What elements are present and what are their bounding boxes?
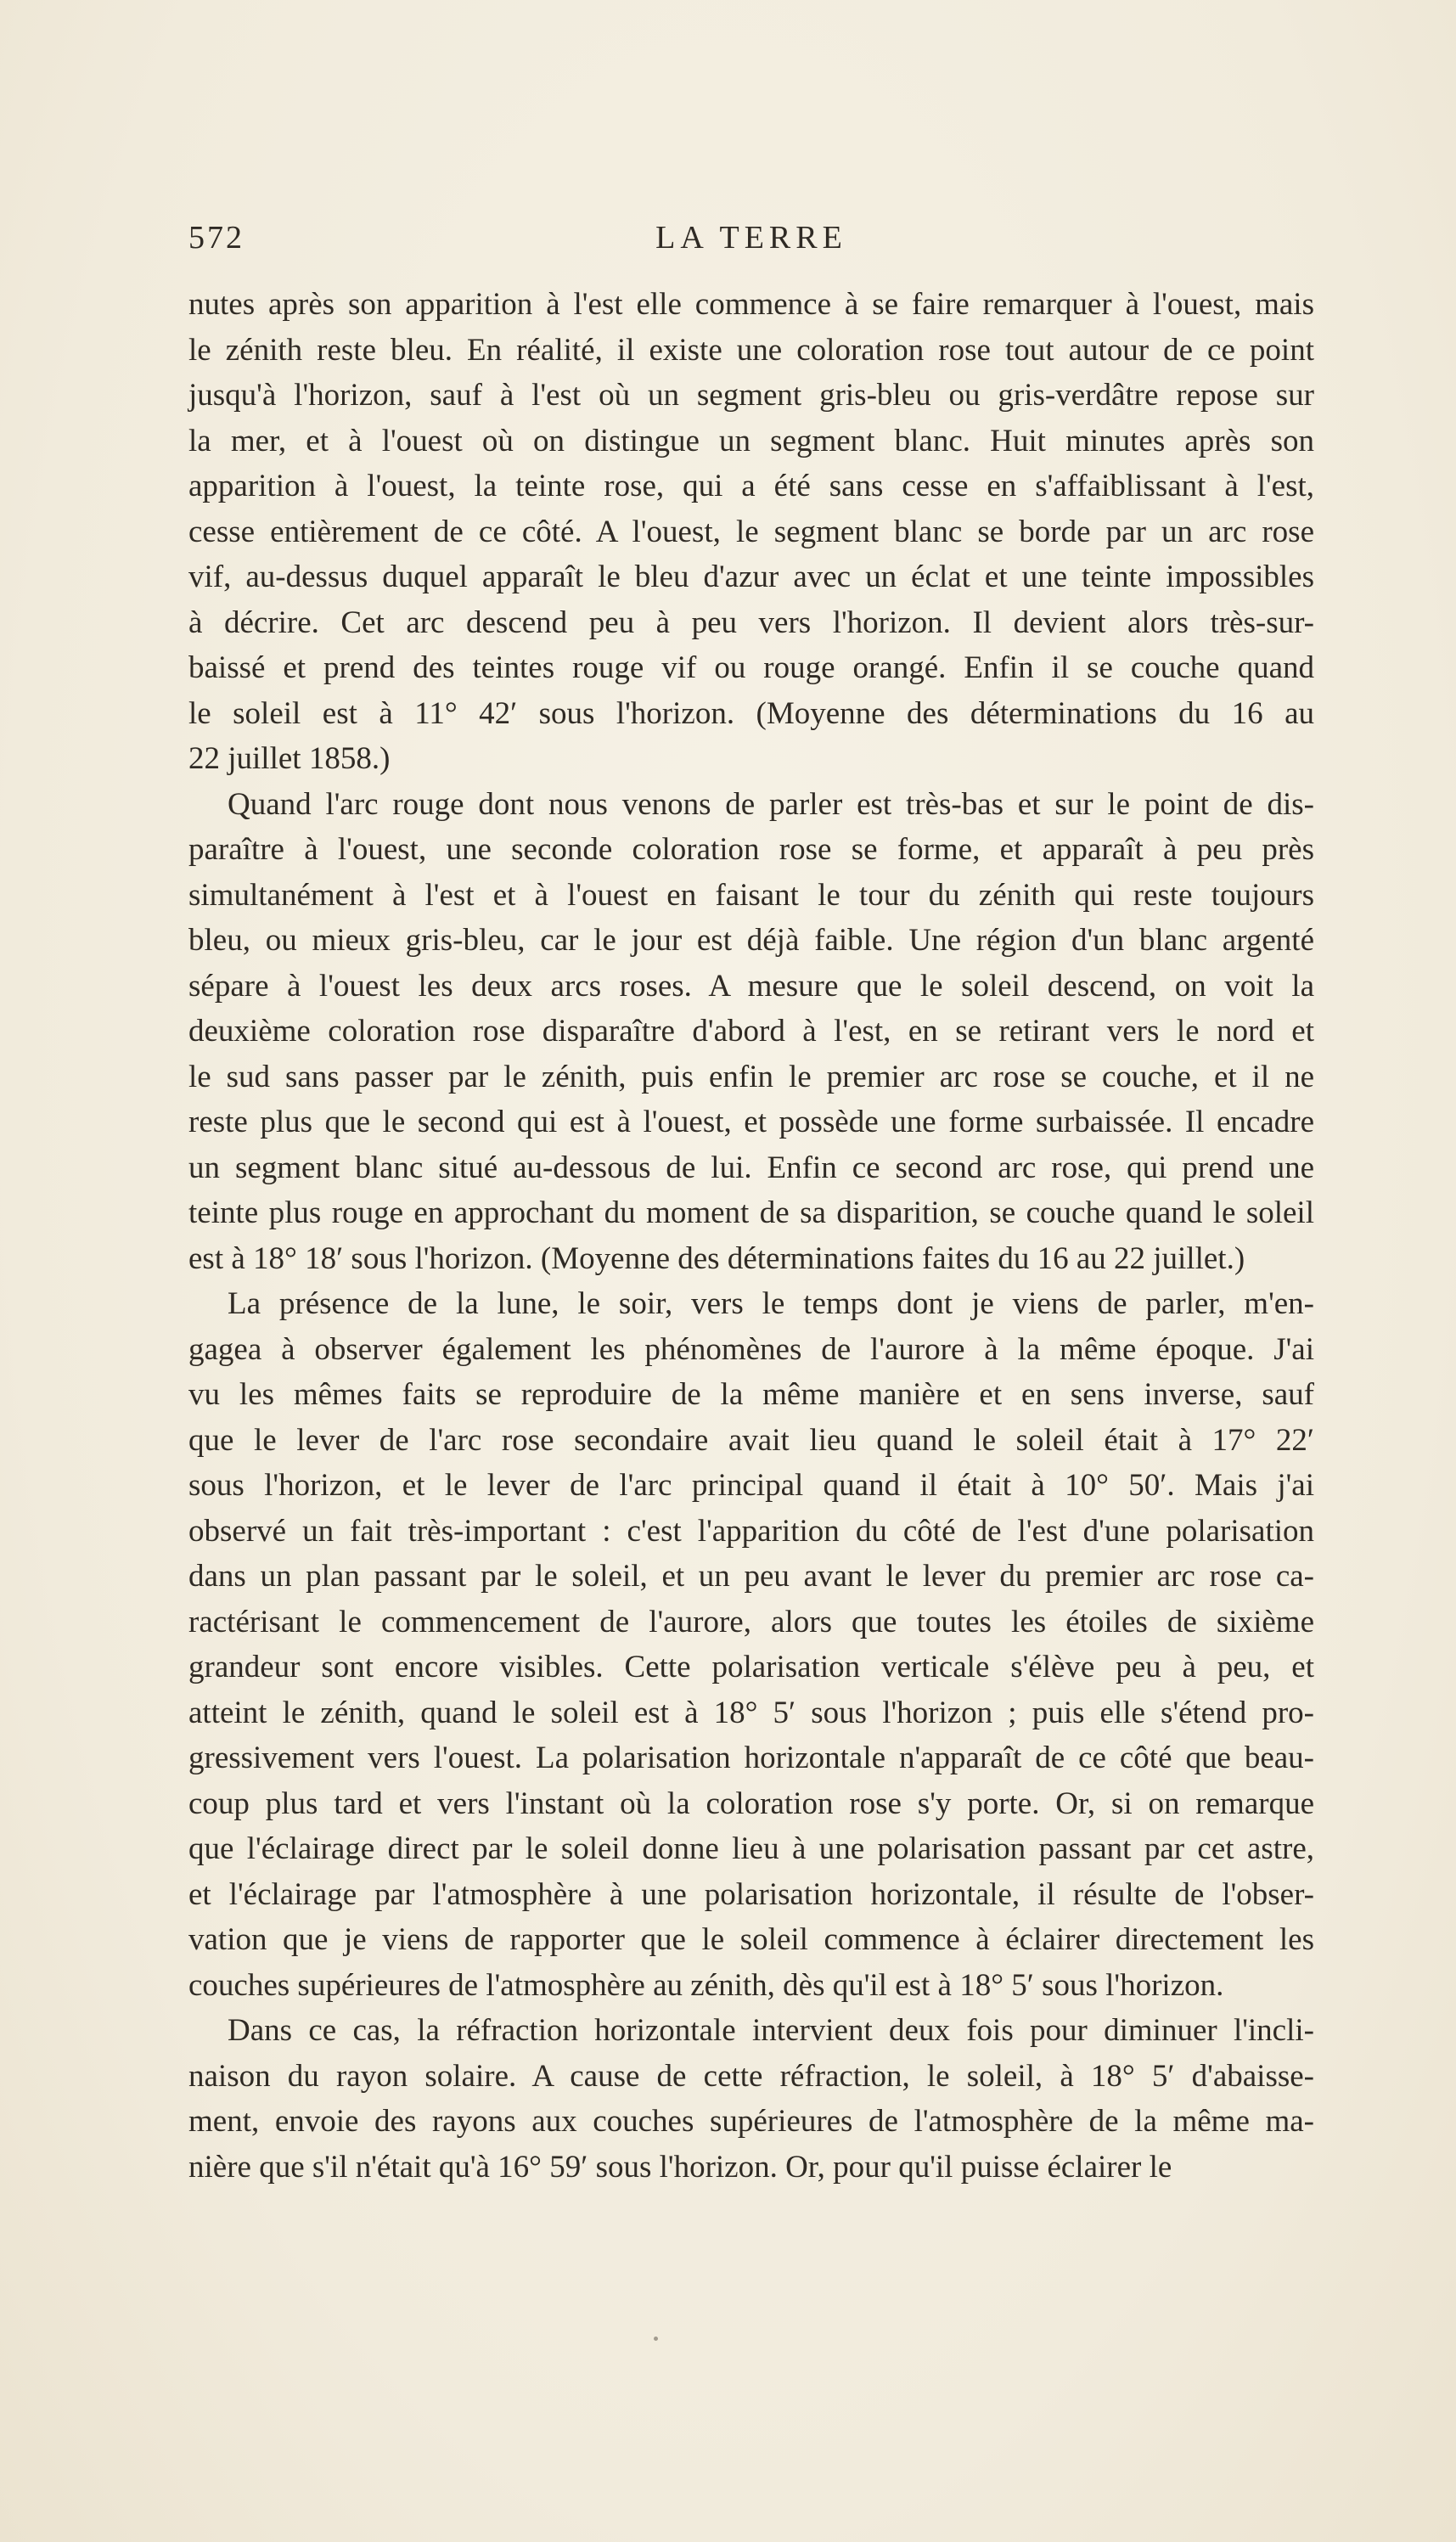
running-title: LA TERRE: [655, 220, 847, 256]
text-line: teinte plus rouge en approchant du moment de sa disparition, se couche quand le soleil: [188, 1195, 1314, 1230]
text-line: dans un plan passant par le soleil, et un peu avant le lever du premier arc rose ca-: [188, 1559, 1314, 1594]
text-line: vif, au-dessus duquel apparaît le bleu d'azur avec un éclat et une teinte impossibles: [188, 560, 1314, 594]
text-line: 22 juillet 1858.): [188, 741, 391, 776]
text-line: que l'éclairage direct par le soleil donne lieu à une polarisation passant par cet astre,: [188, 1831, 1314, 1866]
text-line: simultanément à l'est et à l'ouest en faisant le tour du zénith qui reste toujours: [188, 877, 1314, 913]
text-line: gressivement vers l'ouest. La polarisation horizontale n'apparaît de ce côté que beau-: [188, 1741, 1314, 1775]
paragraph: [188, 782, 1314, 1282]
text-line: le sud sans passer par le zénith, puis enfin le premier arc rose se couche, et il ne: [188, 1059, 1314, 1094]
text-line: Dans ce cas, la réfraction horizontale intervient deux fois pour diminuer l'incli-: [228, 2013, 1314, 2048]
running-header: [188, 219, 1314, 256]
text-line: nière que s'il n'était qu'à 16° 59′ sous l'horizon. Or, pour qu'il puisse éclairer le: [188, 2149, 1172, 2185]
paragraph: [188, 1281, 1314, 2008]
text-line: à décrire. Cet arc descend peu à peu vers l'horizon. Il devient alors très-sur-: [188, 605, 1314, 640]
paragraph: [188, 2008, 1314, 2190]
paragraph: [188, 282, 1314, 782]
text-line: vu les mêmes faits se reproduire de la même manière et en sens inverse, sauf: [188, 1377, 1314, 1412]
page-number: 572: [188, 220, 245, 256]
text-line: baissé et prend des teintes rouge vif ou rouge orangé. Enfin il se couche quand: [188, 650, 1314, 685]
text-line: naison du rayon solaire. A cause de cette réfraction, le soleil, à 18° 5′ d'abaisse-: [188, 2058, 1314, 2094]
text-line: grandeur sont encore visibles. Cette polarisation verticale s'élève peu à peu, et: [188, 1650, 1314, 1684]
text-line: gagea à observer également les phénomènes de l'aurore à la même époque. J'ai: [188, 1331, 1314, 1367]
text-line: nutes après son apparition à l'est elle commence à se faire remarquer à l'ouest, mais: [188, 287, 1314, 322]
text-line: sépare à l'ouest les deux arcs roses. A mesure que le soleil descend, on voit la: [188, 968, 1314, 1004]
text-line: jusqu'à l'horizon, sauf à l'est où un segment gris-bleu ou gris-verdâtre repose sur: [188, 378, 1314, 413]
text-line: un segment blanc situé au-dessous de lui. Enfin ce second arc rose, qui prend une: [188, 1150, 1314, 1185]
text-line: le zénith reste bleu. En réalité, il existe une coloration rose tout autour de ce point: [188, 332, 1314, 368]
text-line: le soleil est à 11° 42′ sous l'horizon. (Moyenne des déterminations du 16 au: [188, 695, 1314, 731]
text-line: vation que je viens de rapporter que le soleil commence à éclairer directement les: [188, 1922, 1314, 1957]
text-line: cesse entièrement de ce côté. A l'ouest, le segment blanc se borde par un arc rose: [188, 514, 1314, 549]
text-line: que le lever de l'arc rose secondaire avait lieu quand le soleil était à 17° 22′: [188, 1422, 1314, 1458]
text-line: la mer, et à l'ouest où on distingue un segment blanc. Huit minutes après son: [188, 423, 1314, 458]
text-line: bleu, ou mieux gris-bleu, car le jour est déjà faible. Une région d'un blanc argenté: [188, 923, 1314, 958]
text-line: est à 18° 18′ sous l'horizon. (Moyenne des déterminations faites du 16 au 22 juillet.): [188, 1240, 1245, 1276]
body-text: [188, 282, 1314, 2190]
text-line: Quand l'arc rouge dont nous venons de parler est très-bas et sur le point de dis-: [228, 786, 1314, 822]
text-line: ment, envoie des rayons aux couches supérieures de l'atmosphère de la même ma-: [188, 2104, 1314, 2139]
text-line: apparition à l'ouest, la teinte rose, qui a été sans cesse en s'affaiblissant à l'est,: [188, 469, 1314, 503]
text-line: et l'éclairage par l'atmosphère à une polarisation horizontale, il résulte de l'obser-: [188, 1876, 1314, 1912]
text-line: paraître à l'ouest, une seconde coloration rose se forme, et apparaît à peu près: [188, 832, 1314, 867]
text-line: couches supérieures de l'atmosphère au zénith, dès qu'il est à 18° 5′ sous l'horizon.: [188, 1967, 1224, 2003]
text-line: coup plus tard et vers l'instant où la coloration rose s'y porte. Or, si on remarque: [188, 1786, 1314, 1821]
text-line: La présence de la lune, le soir, vers le temps dont je viens de parler, m'en-: [228, 1286, 1314, 1321]
text-line: atteint le zénith, quand le soleil est à 18° 5′ sous l'horizon ; puis elle s'étend pro-: [188, 1695, 1314, 1730]
paper-speck: [654, 2337, 658, 2341]
text-line: deuxième coloration rose disparaître d'abord à l'est, en se retirant vers le nord et: [188, 1014, 1314, 1049]
text-line: observé un fait très-important : c'est l'apparition du côté de l'est d'une polarisation: [188, 1513, 1314, 1549]
text-line: reste plus que le second qui est à l'ouest, et possède une forme surbaissée. Il encadre: [188, 1105, 1314, 1139]
text-line: sous l'horizon, et le lever de l'arc principal quand il était à 10° 50′. Mais j'ai: [188, 1468, 1314, 1503]
text-line: ractérisant le commencement de l'aurore, alors que toutes les étoiles de sixième: [188, 1604, 1314, 1639]
